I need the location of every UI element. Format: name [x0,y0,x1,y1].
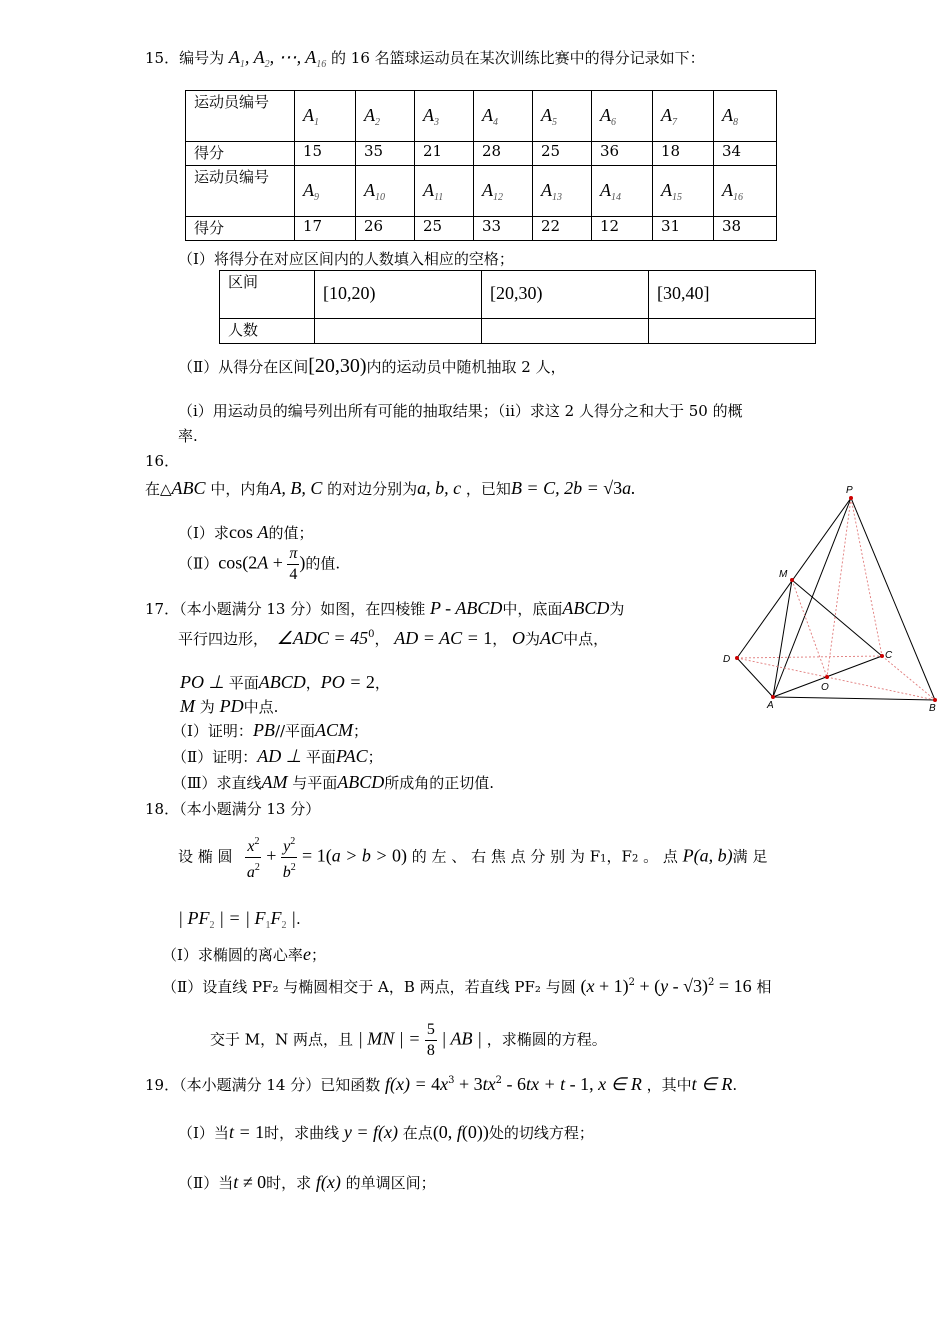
score-cell: 17 [295,217,356,241]
score-cell: 35 [356,142,415,166]
point-o [825,675,829,679]
athlete-id: $A_8$ [714,91,777,142]
q17-p3: （Ⅲ）求直线AM 与平面ABCD所成角的正切值. [172,772,495,792]
athlete-id: $A_{12}$ [474,166,533,217]
q17-p2: （Ⅱ）证明：AD ⊥ 平面PAC； [172,746,383,766]
label-m: M [779,569,788,580]
q18-p1: （Ⅰ）求椭圆的离心率e； [162,944,326,964]
score-cell: 34 [714,142,777,166]
athlete-id: $A_{15}$ [653,166,714,217]
score-cell: 22 [533,217,592,241]
interval-cell: [20,30) [482,271,649,319]
hidden-edge-po [827,498,851,677]
score-cell: 25 [533,142,592,166]
q18-heading: 18．（本小题满分 13 分） [145,800,321,818]
q16-number: 16． [145,452,180,470]
score-cell: 26 [356,217,415,241]
q16-line1: 在△ABC 中，内角A, B, C 的对边分别为a, b, c ，已知B = C, 2b = √3a. [145,478,636,498]
interval-cell: [10,20) [315,271,482,319]
score-cell: 15 [295,142,356,166]
count-cell [482,319,649,344]
q15-part2: （Ⅱ）从得分在区间[20,30)内的运动员中随机抽取 2 人， [178,355,566,377]
athlete-id: $A_2$ [356,91,415,142]
athlete-id: $A_{16}$ [714,166,777,217]
label-a: A [767,700,774,711]
count-label: 人数 [220,319,315,344]
q17-line3: PO ⊥ 平面ABCD，PO = 2， [180,672,390,692]
header-label-2: 运动员编号 [186,166,295,217]
score-cell: 38 [714,217,777,241]
q19-heading: 19．（本小题满分 14 分）已知函数 $f(x) = 4x^3 + 3tx^2 - 6tx + t - 1$, x ∈ R ，其中t ∈ R. [145,1074,738,1094]
edge-pd [737,498,851,658]
athlete-id: $A_{11}$ [415,166,474,217]
athlete-id: $A_1$ [295,91,356,142]
q19-p1: （Ⅰ）当t = 1时，求曲线 y = f(x) 在点(0, f(0))处的切线方程； [178,1122,594,1142]
label-p: P [846,485,853,496]
q15-part2-sub1: （i）用运动员的编号列出所有可能的抽取结果；（ii）求这 2 人得分之和大于 50 的概 [178,402,743,420]
q17-line4: M 为 PD中点. [180,696,279,716]
count-cell [315,319,482,344]
interval-table [219,270,816,344]
hidden-edge-dc [737,656,882,658]
label-o: O [821,682,829,693]
q18-line2: | $PF_2$ | = | $F_1F_2$ |. [178,908,301,931]
label-b: B [929,703,936,714]
q18-p2: （Ⅱ）设直线 PF₂ 与椭圆相交于 A，B 两点，若直线 PF₂ 与圆 $(x + 1)^2 + (y - √3)^2 = 16$ 相 [162,976,772,996]
q15-intro: 15．编号为 $A_1$, $A_2$, ⋯, $A_{16}$ 的 16 名篮球运动员在某次训练比赛中的得分记录如下： [145,47,705,70]
label-d: D [723,654,731,665]
athlete-range-formula: $A_1$, $A_2$, ⋯, $A_{16}$ [228,47,327,70]
count-cell [649,319,816,344]
athlete-id: $A_{14}$ [592,166,653,217]
point-m [790,578,794,582]
score-cell: 12 [592,217,653,241]
label-c: C [885,650,893,661]
q18-mn-line: 交于 M，N 两点，且 | MN | = $\frac{5}{8}$ | AB | ，求椭圆的方程。 [210,1021,607,1059]
interval-cell: [30,40] [649,271,816,319]
q17-heading: 17．（本小题满分 13 分）如图，在四棱锥 P - ABCD中，底面ABCD为 [145,598,625,618]
athlete-id: $A_{10}$ [356,166,415,217]
hidden-edge-cb [882,656,935,700]
athlete-id: $A_5$ [533,91,592,142]
point-p [849,496,853,500]
score-cell: 31 [653,217,714,241]
score-label-2: 得分 [186,217,295,241]
score-cell: 25 [415,217,474,241]
point-b [933,698,937,702]
point-a [771,695,775,699]
edge-ma [773,580,792,697]
athlete-id: $A_4$ [474,91,533,142]
athlete-id: $A_9$ [295,166,356,217]
pyramid-figure [715,480,945,715]
score-label-1: 得分 [186,142,295,166]
point-d [735,656,739,660]
athlete-id: $A_3$ [415,91,474,142]
score-cell: 36 [592,142,653,166]
edge-pb [851,498,935,700]
q15-part2-sub2: 率. [178,427,198,445]
q18-line1: 设 椭 圆 $\frac{x^2}{a^2}$ + $\frac{y^2}{b^2}$ = 1(a > b > 0) 的 左 、 右 焦 点 分 别 为 F1，F2 。 点 P(a, b)满 足 [178,832,767,883]
scores-table [185,90,777,241]
q17-p1: （Ⅰ）证明：PB//平面ACM； [172,720,369,740]
score-cell: 18 [653,142,714,166]
score-cell: 21 [415,142,474,166]
q19-p2: （Ⅱ）当t ≠ 0时，求 f(x) 的单调区间； [178,1172,436,1192]
edge-ab [773,697,935,700]
athlete-id: $A_7$ [653,91,714,142]
athlete-id: $A_6$ [592,91,653,142]
score-cell: 33 [474,217,533,241]
hidden-edge-pc [851,498,882,656]
q15-part1: （Ⅰ）将得分在对应区间内的人数填入相应的空格； [178,250,514,268]
interval-label: 区间 [220,271,315,319]
point-c [880,654,884,658]
edge-da [737,658,773,697]
hidden-edge-db [737,658,935,700]
q16-part2: （Ⅱ）cos(2A + $\frac{\pi}{4}$ )的值. [178,545,341,583]
q16-part1: （Ⅰ）求cos A的值； [178,522,314,542]
athlete-id: $A_{13}$ [533,166,592,217]
q17-line2: 平行四边形， ∠ADC = $45^0$， AD = AC = 1， O为AC中点， [178,628,609,648]
header-label-1: 运动员编号 [186,91,295,142]
score-cell: 28 [474,142,533,166]
